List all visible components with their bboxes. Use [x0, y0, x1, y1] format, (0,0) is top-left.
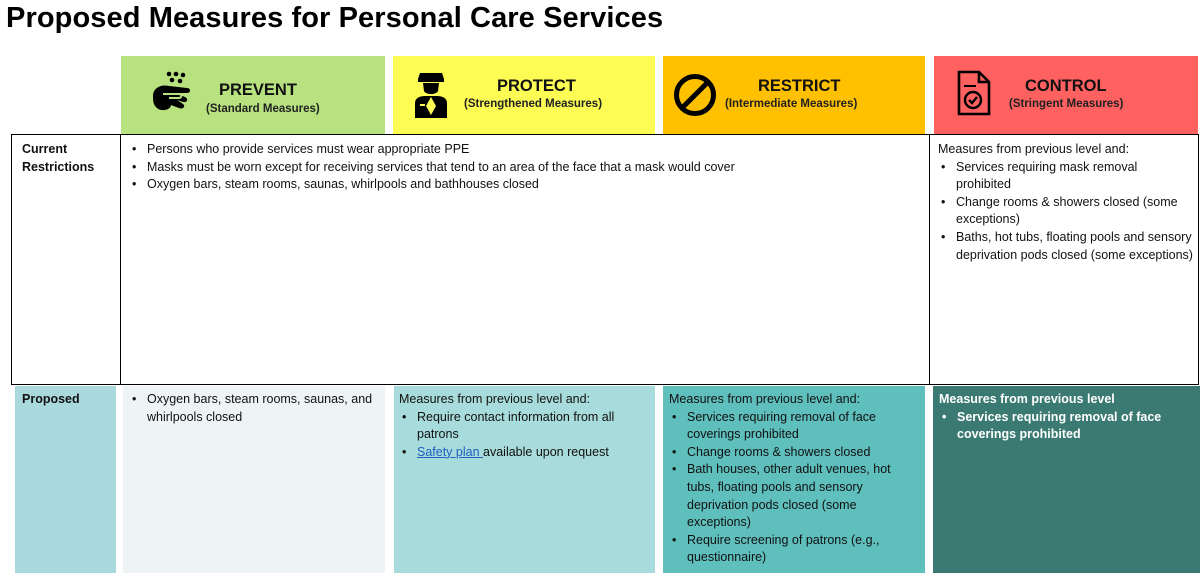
table-top-border [11, 134, 1199, 135]
level-name-control: CONTROL [1025, 77, 1107, 95]
safety-plan-text: available upon request [483, 444, 609, 459]
proposed-control-lead: Measures from previous level [939, 392, 1115, 406]
row-label-proposed: Proposed [22, 392, 80, 406]
header-control [934, 56, 1198, 134]
level-sub-protect: (Strengthened Measures) [464, 98, 603, 110]
level-name-prevent: PREVENT [219, 81, 297, 99]
list-item: • Services requiring removal of face coverings prohibited [669, 409, 921, 444]
page-title: Proposed Measures for Personal Care Services [6, 2, 664, 34]
list-item: • Change rooms & showers closed [669, 444, 921, 462]
table-mid-border [11, 384, 1199, 385]
guard-icon [412, 70, 450, 118]
current-main-cell [129, 141, 924, 194]
list-item: • Oxygen bars, steam rooms, saunas, and whirlpools closed [129, 391, 381, 426]
document-check-icon [956, 70, 992, 116]
column-divider-control [929, 134, 930, 385]
list-item: • Change rooms & showers closed (some exceptions) [938, 194, 1194, 229]
row-label-current [22, 141, 94, 176]
list-item: • Persons who provide services must wear appropriate PPE [129, 141, 924, 159]
list-item: • Services requiring mask removal prohibited [938, 159, 1194, 194]
list-item: • Services requiring removal of face coverings prohibited [939, 409, 1195, 444]
proposed-restrict-list [669, 409, 921, 567]
proposed-protect-content [399, 391, 651, 461]
list-item [399, 444, 651, 462]
proposed-prevent-content [129, 391, 381, 426]
list-item: • Require screening of patrons (e.g., questionnaire) [669, 532, 921, 567]
column-divider-label [120, 134, 121, 385]
handwashing-icon [149, 70, 195, 114]
list-item: • Require contact information from all patrons [399, 409, 651, 444]
list-item: • Masks must be worn except for receiving services that tend to an area of the face that a mask would cover [129, 159, 924, 177]
level-sub-control: (Stringent Measures) [1009, 98, 1124, 110]
header-protect [393, 56, 655, 134]
current-main-list [129, 141, 924, 194]
current-control-cell [938, 141, 1194, 264]
list-item: • Oxygen bars, steam rooms, saunas, whirlpools and bathhouses closed [129, 176, 924, 194]
proposed-control-content [939, 391, 1195, 444]
table-left-border [11, 134, 12, 385]
prohibited-icon [672, 72, 718, 118]
proposed-label-cell [15, 386, 116, 573]
proposed-restrict-content [669, 391, 921, 567]
proposed-protect-list [399, 409, 651, 462]
level-name-protect: PROTECT [497, 77, 576, 95]
proposed-control-list [939, 409, 1195, 444]
proposed-protect-lead: Measures from previous level and: [399, 392, 591, 406]
header-restrict [663, 56, 925, 134]
proposed-prevent-list [129, 391, 381, 426]
current-control-lead: Measures from previous level and: [938, 142, 1130, 156]
level-name-restrict: RESTRICT [758, 77, 841, 95]
list-item: • Bath houses, other adult venues, hot tubs, floating pools and sensory deprivation pods closed (some exceptions) [669, 461, 921, 531]
current-control-list [938, 159, 1194, 265]
level-sub-restrict: (Intermediate Measures) [725, 98, 858, 110]
row-label-current-line1: Current [22, 142, 68, 156]
row-label-current-line2: Restrictions [22, 159, 95, 174]
proposed-restrict-lead: Measures from previous level and: [669, 392, 861, 406]
header-prevent [121, 56, 385, 134]
list-item: • Baths, hot tubs, floating pools and sensory deprivation pods closed (some exceptions) [938, 229, 1194, 264]
safety-plan-link[interactable]: Safety plan [417, 444, 484, 459]
level-sub-prevent: (Standard Measures) [206, 103, 320, 115]
table-right-border [1198, 134, 1199, 385]
